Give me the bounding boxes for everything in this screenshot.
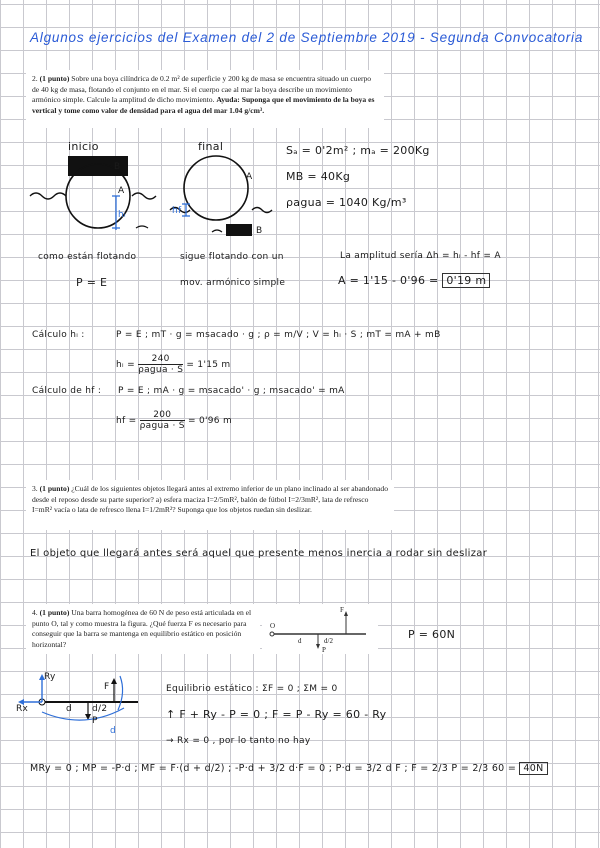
label-hi: hᵢ xyxy=(118,210,126,220)
calc-hf-fraction xyxy=(116,410,232,431)
calc-hf-lhs: hf = xyxy=(116,416,137,426)
fb-p: P xyxy=(92,716,98,726)
note-amplitud: La amplitud sería Δh = hᵢ - hf = A xyxy=(340,251,501,261)
calc-hf-den: ρagua · S xyxy=(139,421,185,431)
fb-ry: Ry xyxy=(44,672,56,682)
problem-3-points: (1 punto) xyxy=(39,484,70,493)
data-sa-ma: Sₐ = 0'2m² ; mₐ = 200Kg xyxy=(286,144,430,157)
note-flotando: como están flotando xyxy=(38,252,137,262)
fb-f: F xyxy=(104,682,110,692)
amplitude-result: 0'19 m xyxy=(442,273,490,288)
fig-d-label: d xyxy=(298,637,302,645)
fig-d2-label: d/2 xyxy=(324,637,333,645)
label-a-final: A xyxy=(246,172,253,182)
calc-hi-equations: P = E ; mT · g = msacado · g ; ρ = m/V ; V = hᵢ · S ; mT = mA + mB xyxy=(116,330,441,340)
answer-3: El objeto que llegará antes será aquel que presente menos inercia a rodar sin deslizar xyxy=(30,548,488,559)
label-b-initial: B xyxy=(114,162,121,172)
fb-d-big: d xyxy=(110,726,117,736)
fb-d: d xyxy=(66,704,73,714)
given-p: P = 60N xyxy=(408,628,456,641)
problem-3-statement xyxy=(26,480,394,530)
problem-3-number: 3. xyxy=(32,484,38,493)
eq-equilibrio: Equilibrio estático : ΣF = 0 ; ΣM = 0 xyxy=(166,684,338,694)
moments-result: 40N xyxy=(519,762,547,775)
label-inicio: inicio xyxy=(68,140,99,153)
fig-p-label: P xyxy=(322,646,326,654)
calc-hi-label: Cálculo hᵢ : xyxy=(32,330,85,340)
problem-2-points: (1 punto) xyxy=(39,74,70,83)
calc-hi-num: 240 xyxy=(138,354,183,365)
calc-hf-frac xyxy=(140,410,185,431)
problem-4-number: 4. xyxy=(32,608,38,617)
calc-hi-lhs: hᵢ = xyxy=(116,360,135,370)
problem-2-number: 2. xyxy=(32,74,38,83)
eq-forces-x: → Rx = 0 , por lo tanto no hay xyxy=(166,736,311,746)
note-p-e: P = E xyxy=(76,276,108,289)
note-amplitude-calc xyxy=(338,274,490,287)
data-mb: MB = 40Kg xyxy=(286,170,351,183)
fb-d2: d/2 xyxy=(92,704,108,714)
problem-4-statement xyxy=(26,604,260,654)
eq-moments xyxy=(30,763,548,774)
free-body-sketch xyxy=(14,668,154,748)
data-rho: ρagua = 1040 Kg/m³ xyxy=(286,196,407,209)
problem-4-figure xyxy=(262,604,378,654)
buoy-sketch-initial xyxy=(28,150,168,230)
label-final: final xyxy=(198,140,224,153)
note-mas: mov. armónico simple xyxy=(180,278,286,288)
calc-hi-fraction xyxy=(116,354,231,375)
moments-text: MRy = 0 ; MP = -P·d ; MF = F·(d + d/2) ; -P·d + 3/2 d·F = 0 ; P·d = 3/2 d F ; F = 2/3 P = 2/3 60 = xyxy=(30,763,520,774)
calc-hi-den: ρagua · S xyxy=(138,365,184,375)
problem-2-hint: Suponga que el movimiento de la boya es vertical y tome como valor de densidad para el agua del mar 1.04 g/cm³. xyxy=(32,95,375,115)
calc-hi-result: = 1'15 m xyxy=(186,360,231,370)
note-sigue: sigue flotando con un xyxy=(180,252,284,262)
calc-hi-frac xyxy=(138,354,183,375)
problem-2-hint-label: Ayuda: xyxy=(216,95,240,104)
amplitude-calc-text: A = 1'15 - 0'96 = xyxy=(338,274,443,287)
calc-hf-equations: P = E ; mA · g = msacado' · g ; msacado' = mA xyxy=(118,386,345,396)
label-hf: hf xyxy=(172,206,182,216)
problem-4-text: Una barra homogénea de 60 N de peso está articulada en el punto O, tal y como muestra la figura. ¿Qué fuerza F es necesario para conseguir que la barra se mantenga en equilibrio estático en posición horizontal? xyxy=(32,608,252,649)
calc-hf-result: = 0'96 m xyxy=(187,416,233,426)
fig-o-label: O xyxy=(270,622,276,630)
problem-3-text: ¿Cuál de los siguientes objetos llegará antes al extremo inferior de un plano inclinado al ser abandonado desde el reposo desde su parte superior? a) esfera maciza I=2/5mR², balón de fútbol I=2/3mR², lata de refresco I=mR² vacía o lata de refresco llena I=1/2mR²? Suponga que los objetos ruedan sin deslizar. xyxy=(32,484,388,514)
label-b-final: B xyxy=(256,226,263,236)
problem-4-points: (1 punto) xyxy=(39,608,70,617)
page-title: Algunos ejercicios del Examen del 2 de Septiembre 2019 - Segunda Convocatoria xyxy=(30,30,584,45)
problem-2-text: Sobre una boya cilíndrica de 0.2 m² de superficie y 200 kg de masa se encuentra situado un cuerpo de 40 kg de masa, flotando el conjunto en el mar. Si el cuerpo cae al mar la boya describe un movimiento armónico simple. Calcule la amplitud de dicho movimiento. xyxy=(32,74,372,104)
calc-hf-num: 200 xyxy=(140,410,185,421)
label-a-initial: A xyxy=(118,186,125,196)
fb-rx: Rx xyxy=(16,704,29,714)
calc-hf-label: Cálculo de hf : xyxy=(32,386,102,396)
problem-2-statement xyxy=(26,70,384,128)
buoy-sketch-final xyxy=(170,150,280,240)
eq-forces-y: ↑ F + Ry - P = 0 ; F = P - Ry = 60 - Ry xyxy=(166,708,387,721)
fig-f-label: F xyxy=(340,606,344,614)
